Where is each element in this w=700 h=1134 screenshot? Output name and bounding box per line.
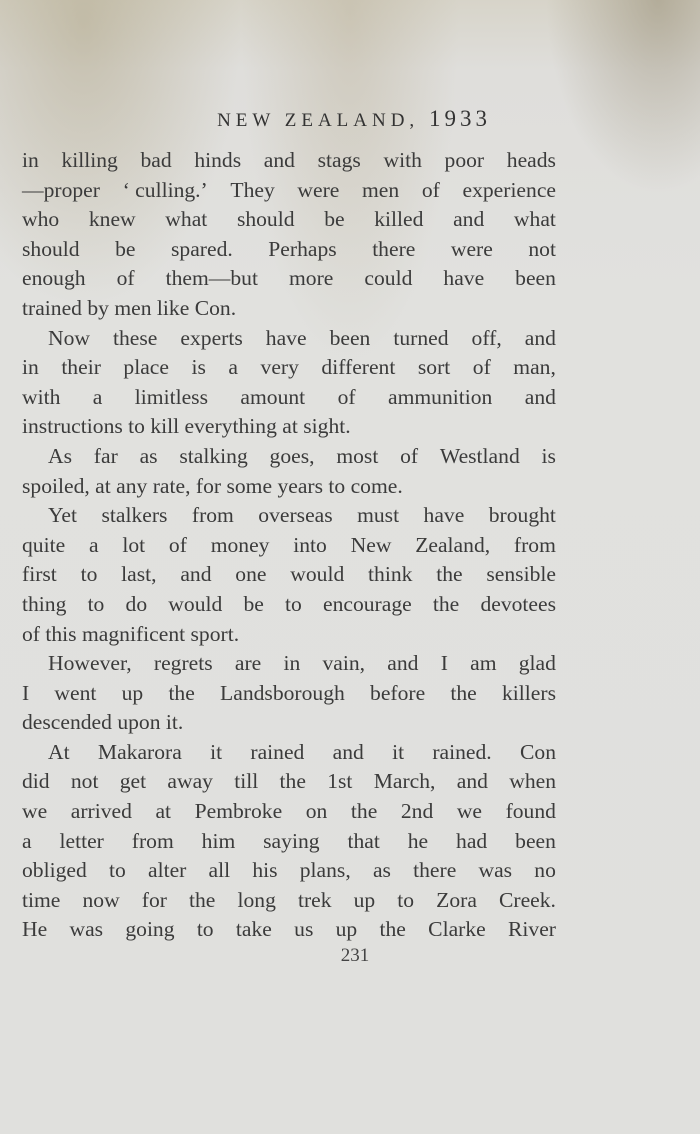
word: into: [293, 532, 327, 557]
word: He: [22, 917, 48, 942]
text-line: [22, 560, 556, 590]
word: enough: [22, 266, 86, 291]
word: Now: [48, 325, 90, 350]
word: was: [69, 917, 104, 942]
word: up: [121, 680, 144, 705]
word: could: [364, 266, 413, 291]
text-line: [22, 353, 556, 383]
word: of this magnificent sport.: [22, 621, 240, 646]
word: They: [230, 177, 275, 202]
word: Pembroke: [194, 799, 283, 824]
word: limitless: [134, 384, 208, 409]
word: the: [432, 591, 460, 616]
word: very: [260, 355, 299, 380]
text-line: [22, 442, 556, 472]
word: have: [265, 325, 307, 350]
word: was: [478, 858, 513, 883]
word: these: [113, 325, 158, 350]
word: had: [456, 828, 488, 853]
word: first: [22, 562, 57, 587]
word: encourage: [322, 591, 412, 616]
word: up: [335, 917, 358, 942]
text-line: [22, 620, 556, 650]
word: it: [392, 739, 405, 764]
word: rained: [250, 739, 305, 764]
word: did: [22, 769, 50, 794]
word: of: [168, 532, 187, 557]
word: to: [87, 591, 105, 616]
word: arrived: [70, 799, 132, 824]
word: poor: [444, 148, 485, 172]
word: were: [450, 236, 493, 261]
word: the: [168, 680, 195, 705]
word: with: [383, 148, 422, 172]
word: rained.: [432, 739, 492, 764]
word: and: [456, 769, 488, 794]
word: plans,: [299, 858, 351, 883]
word: as: [372, 858, 391, 883]
word: spared.: [171, 236, 233, 261]
word: to: [80, 562, 98, 587]
word: of: [421, 177, 440, 202]
word: and: [332, 739, 364, 764]
word: be: [243, 591, 264, 616]
word: However,: [48, 651, 132, 676]
word: in: [283, 651, 301, 676]
word: and: [387, 651, 419, 676]
word: to: [285, 591, 302, 616]
word: am: [470, 651, 497, 676]
word: when: [509, 769, 556, 794]
word: in: [22, 148, 39, 172]
word: sort: [417, 355, 451, 380]
text-line: [22, 324, 556, 354]
text-line: [22, 264, 556, 294]
word: of: [337, 384, 356, 409]
word: him: [201, 828, 236, 853]
word: the: [189, 887, 216, 912]
word: have: [423, 503, 465, 528]
word: saying: [263, 828, 320, 853]
word: descended upon it.: [22, 710, 184, 735]
word: do: [125, 591, 148, 616]
word: trained by men like Con.: [22, 295, 237, 320]
word: turned: [393, 325, 449, 350]
word: Makarora: [97, 739, 182, 764]
word: experts: [180, 325, 243, 350]
word: more: [289, 266, 334, 291]
word: and: [453, 207, 485, 232]
word: quite: [22, 532, 66, 557]
text-line: [22, 501, 556, 531]
word: would: [290, 562, 345, 587]
word: us: [294, 917, 314, 942]
word: New: [350, 532, 392, 557]
word: and: [524, 384, 556, 409]
word: stalking: [179, 443, 248, 468]
word: the: [279, 769, 306, 794]
word: take: [235, 917, 272, 942]
word: to: [196, 917, 214, 942]
word: of: [116, 266, 135, 291]
word: Zora: [436, 887, 477, 912]
word: it: [210, 739, 223, 764]
word: time: [22, 887, 61, 912]
word: —proper: [22, 177, 100, 202]
word: his: [252, 858, 278, 883]
word: the: [436, 562, 463, 587]
word: a: [88, 532, 99, 557]
word: been: [329, 325, 371, 350]
word: from: [191, 503, 234, 528]
text-line: [22, 472, 556, 502]
word: Creek.: [499, 887, 556, 912]
word: Perhaps: [268, 236, 337, 261]
text-line: [22, 205, 556, 235]
word: we: [22, 799, 48, 824]
word: regrets: [153, 651, 213, 676]
word: were: [297, 177, 340, 202]
text-line: [22, 679, 556, 709]
word: heads: [506, 148, 556, 172]
word: one: [235, 562, 267, 587]
word: that: [347, 828, 380, 853]
word: stags: [317, 148, 361, 172]
word: went: [54, 680, 97, 705]
word: are: [234, 651, 262, 676]
word: would: [168, 591, 223, 616]
word: different: [321, 355, 396, 380]
word: I: [22, 680, 30, 705]
word: them—but: [165, 266, 258, 291]
page-number: 231: [340, 945, 370, 966]
word: should: [236, 207, 295, 232]
text-line: [22, 915, 556, 945]
word: up: [353, 887, 376, 912]
word: 2nd: [400, 799, 434, 824]
word: As: [48, 443, 72, 468]
word: Clarke: [428, 917, 486, 942]
running-head: [0, 106, 700, 132]
word: spoiled, at any rate, for some years to come.: [22, 473, 403, 498]
word: Westland: [439, 443, 520, 468]
word: a: [92, 384, 103, 409]
word: 1st: [327, 769, 353, 794]
body-text: [22, 146, 556, 945]
text-line: [22, 649, 556, 679]
word: experience: [462, 177, 556, 202]
word: before: [370, 680, 426, 705]
word: away: [167, 769, 213, 794]
word: alter: [147, 858, 187, 883]
word: obliged: [22, 858, 87, 883]
word: be: [324, 207, 345, 232]
word: going: [125, 917, 175, 942]
word: in: [22, 355, 39, 380]
word: man,: [513, 355, 556, 380]
word: hinds: [194, 148, 242, 172]
text-line: [22, 294, 556, 324]
word: thing: [22, 591, 67, 616]
word: should: [22, 236, 80, 261]
word: been: [515, 828, 556, 853]
word: get: [119, 769, 147, 794]
word: a: [22, 828, 32, 853]
word: not: [70, 769, 99, 794]
word: at: [155, 799, 172, 824]
word: as: [139, 443, 158, 468]
word: the: [379, 917, 406, 942]
word: killing: [61, 148, 118, 172]
word: he: [407, 828, 429, 853]
text-line: [22, 886, 556, 916]
word: trek: [297, 887, 332, 912]
word: money: [210, 532, 270, 557]
word: vain,: [322, 651, 366, 676]
word: to: [108, 858, 126, 883]
word: the: [450, 680, 477, 705]
word: knew: [88, 207, 136, 232]
word: now: [82, 887, 120, 912]
word: and: [263, 148, 295, 172]
word: of: [472, 355, 491, 380]
word: men: [362, 177, 400, 202]
word: from: [513, 532, 556, 557]
text-line: [22, 856, 556, 886]
text-line: [22, 176, 556, 206]
text-line: [22, 383, 556, 413]
word: and: [524, 325, 556, 350]
word: think: [368, 562, 413, 587]
word: must: [357, 503, 400, 528]
word: stalkers: [101, 503, 168, 528]
word: brought: [488, 503, 556, 528]
word: what: [513, 207, 556, 232]
word: killers: [502, 680, 556, 705]
word: found: [505, 799, 556, 824]
word: long: [237, 887, 276, 912]
text-line: [22, 412, 556, 442]
word: devotees: [480, 591, 556, 616]
word: March,: [373, 769, 436, 794]
word: goes,: [269, 443, 315, 468]
word: last,: [121, 562, 157, 587]
word: is: [191, 355, 206, 380]
word: lot: [122, 532, 146, 557]
word: there: [372, 236, 416, 261]
word: place: [123, 355, 169, 380]
word: overseas: [258, 503, 333, 528]
word: till: [234, 769, 259, 794]
text-line: [22, 708, 556, 738]
word: killed: [374, 207, 424, 232]
text-line: [22, 797, 556, 827]
word: to: [397, 887, 415, 912]
text-line: [22, 590, 556, 620]
word: we: [456, 799, 482, 824]
word: have: [443, 266, 485, 291]
word: At: [48, 739, 70, 764]
word: who: [22, 207, 60, 232]
word: sensible: [486, 562, 556, 587]
word: of: [400, 443, 419, 468]
text-line: [22, 235, 556, 265]
word: for: [141, 887, 167, 912]
text-line: [22, 827, 556, 857]
text-line: [22, 767, 556, 797]
word: most: [336, 443, 379, 468]
text-line: [22, 531, 556, 561]
word: Zealand,: [415, 532, 491, 557]
word: Con: [520, 739, 556, 764]
word: not: [528, 236, 556, 261]
word: River: [508, 917, 556, 942]
word: the: [350, 799, 378, 824]
word: Landsborough: [220, 680, 345, 705]
word: all: [208, 858, 231, 883]
word: bad: [140, 148, 172, 172]
word: ‘ culling.’: [122, 177, 208, 202]
word: ammunition: [387, 384, 493, 409]
running-head-title: NEW ZEALAND,: [217, 110, 420, 131]
word: what: [165, 207, 208, 232]
word: letter: [59, 828, 104, 853]
word: Yet: [48, 503, 78, 528]
word: instructions to kill everything at sight.: [22, 414, 351, 439]
word: be: [115, 236, 136, 261]
word: glad: [518, 651, 556, 676]
word: there: [413, 858, 457, 883]
text-line: [22, 146, 556, 176]
word: I: [440, 651, 448, 676]
text-line: [22, 738, 556, 768]
word: their: [61, 355, 101, 380]
word: been: [515, 266, 556, 291]
word: and: [180, 562, 212, 587]
word: no: [534, 858, 556, 883]
word: on: [305, 799, 328, 824]
word: with: [22, 384, 61, 409]
word: a: [228, 355, 238, 380]
word: from: [131, 828, 174, 853]
word: amount: [240, 384, 306, 409]
word: far: [93, 443, 118, 468]
word: is: [541, 443, 556, 468]
word: off,: [471, 325, 502, 350]
running-head-year: 1933: [428, 106, 491, 131]
